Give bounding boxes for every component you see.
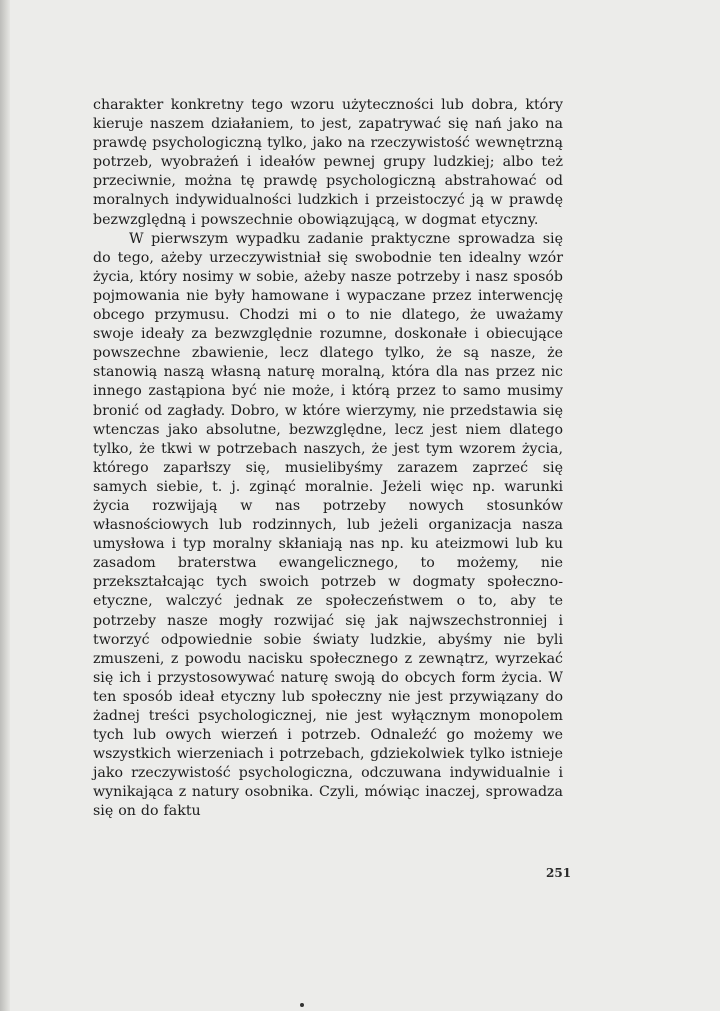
paragraph-2: W pierwszym wypadku zadanie praktyczne sprowadza się do tego, ażeby urzeczywistniał się swobodnie ten idealny wzór życia, który nosimy w sobie, ażeby nasze potrzeby i nasz sposób pojmowania nie były hamowane i wypaczane przez interwencję obcego przymusu. Chodzi mi o to nie dlatego, że uważamy swoje ideały za bezwzględnie rozumne, doskonałe i obiecujące powszechne zbawienie, lecz dlatego tylko, że są nasze, że stanowią naszą własną naturę moralną, która dla nas przez nic innego zastąpiona być nie może, i którą przez to samo musimy bronić od zagłady. Dobro, w które wierzymy, nie przedstawia się wtenczas jako absolutne, bezwzględne, lecz jest niem dlatego tylko, że tkwi w potrzebach naszych, że jest tym wzorem życia, którego zaparłszy się, musielibyśmy zarazem zaprzeć się samych siebie, t. j. zginąć moralnie. Jeżeli więc np. warunki życia rozwijają w nas potrzeby nowych stosunków własnościowych lub rodzinnych, lub jeżeli organizacja nasza umysłowa i typ moralny skłaniają nas np. ku ateizmowi lub ku zasadom braterstwa ewangelicznego, to możemy, nie przekształcając tych swoich potrzeb w dogmaty społeczno-etyczne, walczyć jednak ze społeczeństwem o to, aby te potrzeby nasze mogły rozwijać się jak najwszechstronniej i tworzyć odpowiednie sobie światy ludzkie, abyśmy nie byli zmuszeni, z powodu nacisku społecznego z zewnątrz, wyrzekać się ich i przystosowywać naturę swoją do obcych form życia. W ten sposób ideał etyczny lub społeczny nie jest przywiązany do żadnej treści psychologicznej, nie jest wyłącznym monopolem tych lub owych wierzeń i potrzeb. Odnaleźć go możemy we wszystkich wierzeniach i potrzebach, gdziekolwiek tylko istnieje jako rzeczywistość psychologiczna, odczuwana indywidualnie i wynikająca z natury osobnika. Czyli, mówiąc inaczej, sprowadza się on do faktu bbox=[93, 230, 563, 820]
paragraph-1: charakter konkretny tego wzoru użyteczności lub dobra, który kieruje naszem działaniem, to jest, zapatrywać się nań jako na prawdę psychologiczną tylko, jako na rzeczywistość wewnętrzną potrzeb, wyobrażeń i ideałów pewnej grupy ludzkiej; albo też przeciwnie, można tę prawdę psychologiczną abstrahować od moralnych indywidualności ludzkich i przeistoczyć ją w prawdę bezwzględną i powszechnie obowiązującą, w dogmat etyczny. bbox=[93, 97, 563, 228]
page-binding-edge bbox=[0, 0, 10, 1011]
body-text bbox=[93, 96, 563, 822]
scan-speck bbox=[300, 1003, 304, 1007]
page-number: 251 bbox=[546, 866, 572, 880]
